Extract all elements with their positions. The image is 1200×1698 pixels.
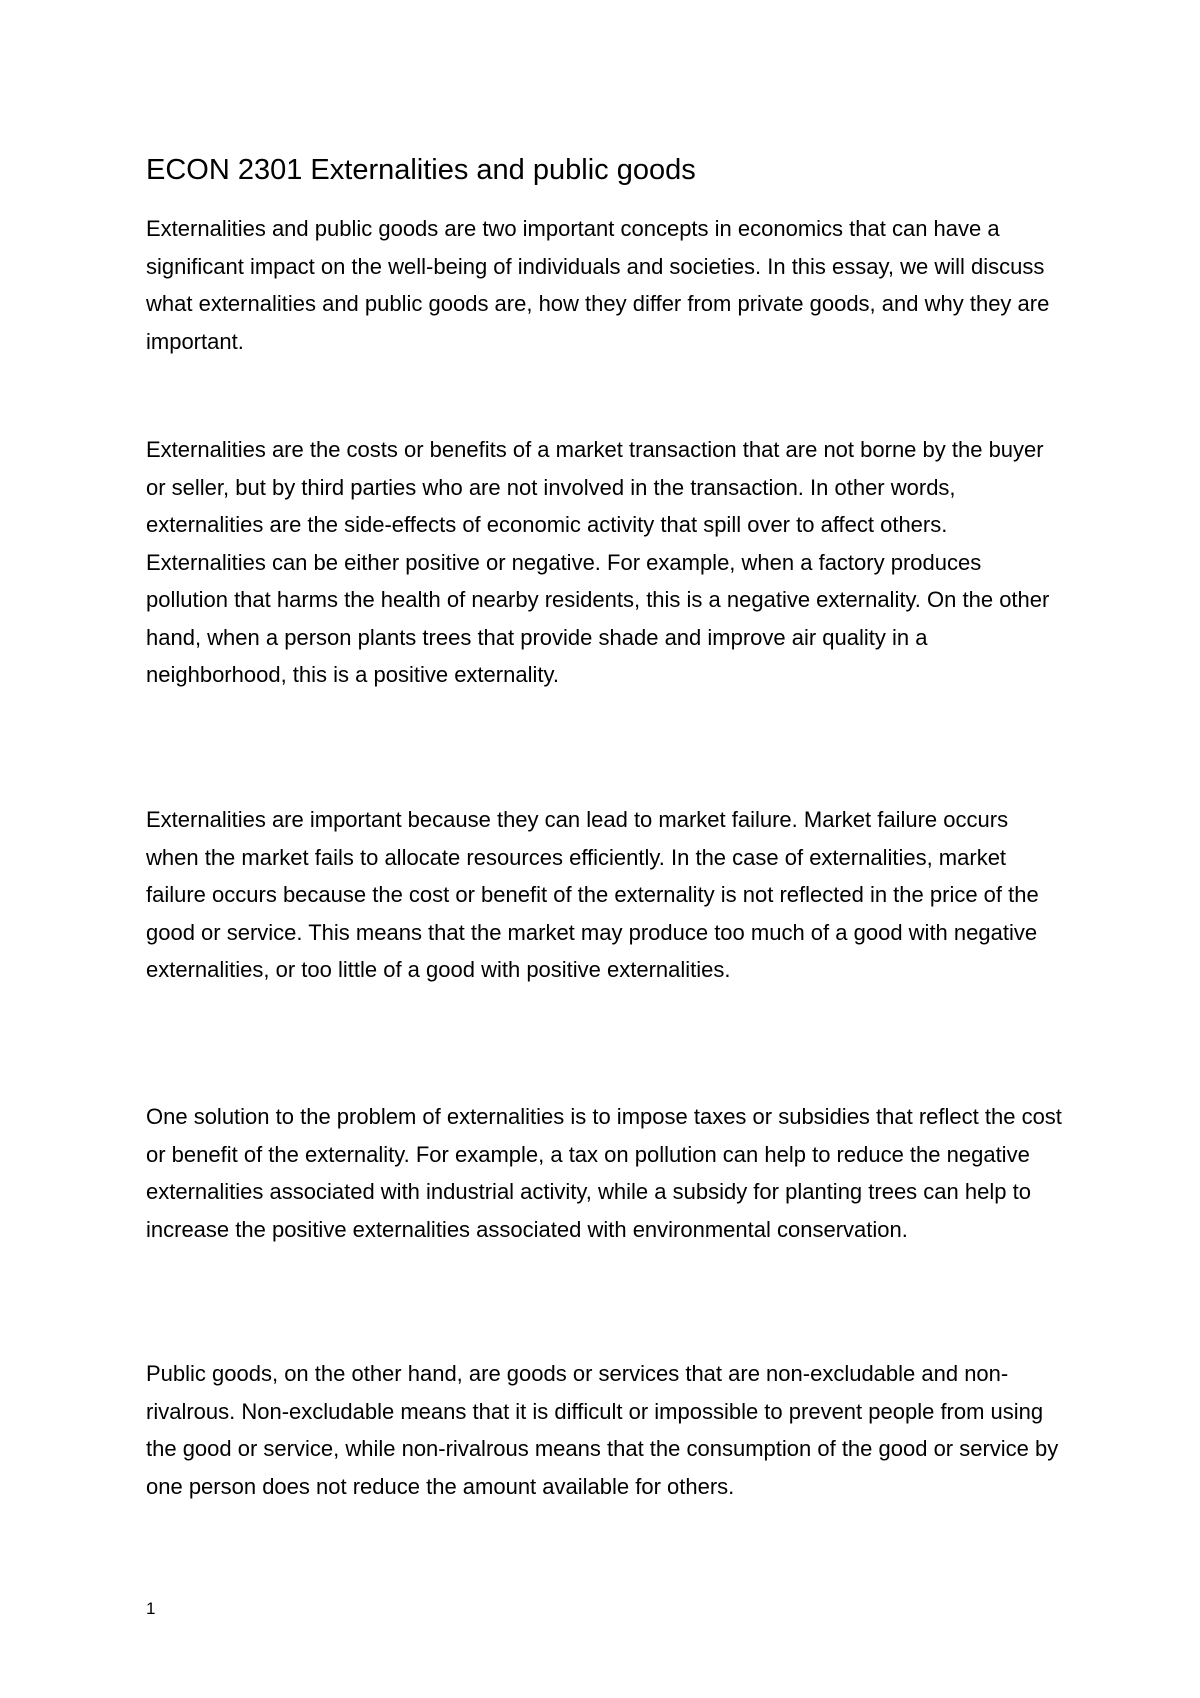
paragraph-taxes-subsidies: One solution to the problem of externalities is to impose taxes or subsidies that reflect the cost or benefit of the externality. For example, a tax on pollution can help to reduce the negative externalities associated with industrial activity, while a subsidy for planting trees can help to increase the positive externalities associated with environmental conservation. [146, 1104, 1062, 1242]
paragraph-market-failure: Externalities are important because they can lead to market failure. Market failure occurs when the market fails to allocate resources efficiently. In the case of externalities, market failure occurs because the cost or benefit of the externality is not reflected in the price of the good or service. This means that the market may produce too much of a good with negative externalities, or too little of a good with positive externalities. [146, 807, 1039, 982]
page-number: 1 [146, 1599, 156, 1618]
paragraph-externalities-definition: Externalities are the costs or benefits of a market transaction that are not borne by the buyer or seller, but by third parties who are not involved in the transaction. In other words, externalities are the side-effects of economic activity that spill over to affect others. Externalities can be either positive or negative. For example, when a factory produces pollution that harms the health of nearby residents, this is a negative externality. On the other hand, when a person plants trees that provide shade and improve air quality in a neighborhood, this is a positive externality. [146, 437, 1050, 687]
paragraph-public-goods: Public goods, on the other hand, are goods or services that are non-excludable and non-rivalrous. Non-excludable means that it is difficult or impossible to prevent people from using the good or service, while non-rivalrous means that the consumption of the good or service by one person does not reduce the amount available for others. [146, 1361, 1059, 1499]
document-title: ECON 2301 Externalities and public goods [146, 154, 696, 186]
paragraph-introduction: Externalities and public goods are two important concepts in economics that can have a significant impact on the well-being of individuals and societies. In this essay, we will discuss what externalities and public goods are, how they differ from private goods, and why they are important. [146, 216, 1050, 354]
